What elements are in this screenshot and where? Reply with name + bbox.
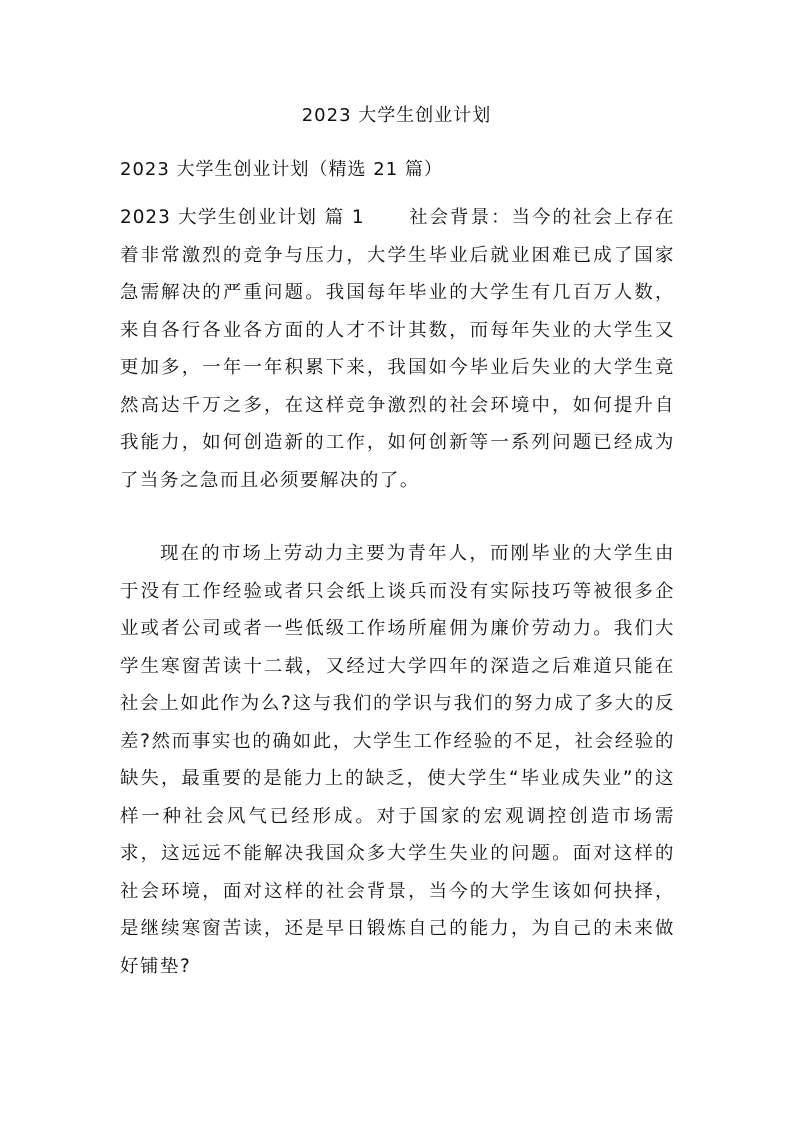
paragraph-2: 现在的市场上劳动力主要为青年人，而刚毕业的大学生由于没有工作经验或者只会纸上谈兵而没有实际技巧等被很多企业或者公司或者一些低级工作场所雇佣为廉价劳动力。我们大学生寒窗苦读十二载，又经过大学四年的深造之后难道只能在社会上如此作为么?这与我们的学识与我们的努力成了多大的反差?然而事实也的确如此，大学生工作经验的不足，社会经验的缺失，最重要的是能力上的缺乏，使大学生“毕业成失业”的这样一种社会风气已经形成。对于国家的宏观调控创造市场需求，这远远不能解决我国众多大学生失业的问题。面对这样的社会环境，面对这样的社会背景，当今的大学生该如何抉择，是继续寒窗苦读，还是早日锻炼自己的能力，为自己的未来做好铺垫? [120,543,675,977]
paragraph-1-text: 社会背景：当今的社会上存在着非常激烈的竞争与压力，大学生毕业后就业困难已成了国家急需解决的严重问题。我国每年毕业的大学生有几百万人数，来自各行各业各方面的人才不计其数，而每年失业的大学生又更加多，一年一年积累下来，我国如今毕业后失业的大学生竟然高达千万之多，在这样竞争激烈的社会环境中，如何提升自我能力，如何创造新的工作，如何创新等一系列问题已经成为了当务之急而且必须要解决的了。 [120,207,675,491]
section-heading: 2023 大学生创业计划 篇 1 [120,207,365,228]
document-subtitle: 2023 大学生创业计划（精选 21 篇） [120,159,443,180]
document-title: 2023 大学生创业计划 [301,105,492,126]
paragraph-1 [120,199,675,499]
